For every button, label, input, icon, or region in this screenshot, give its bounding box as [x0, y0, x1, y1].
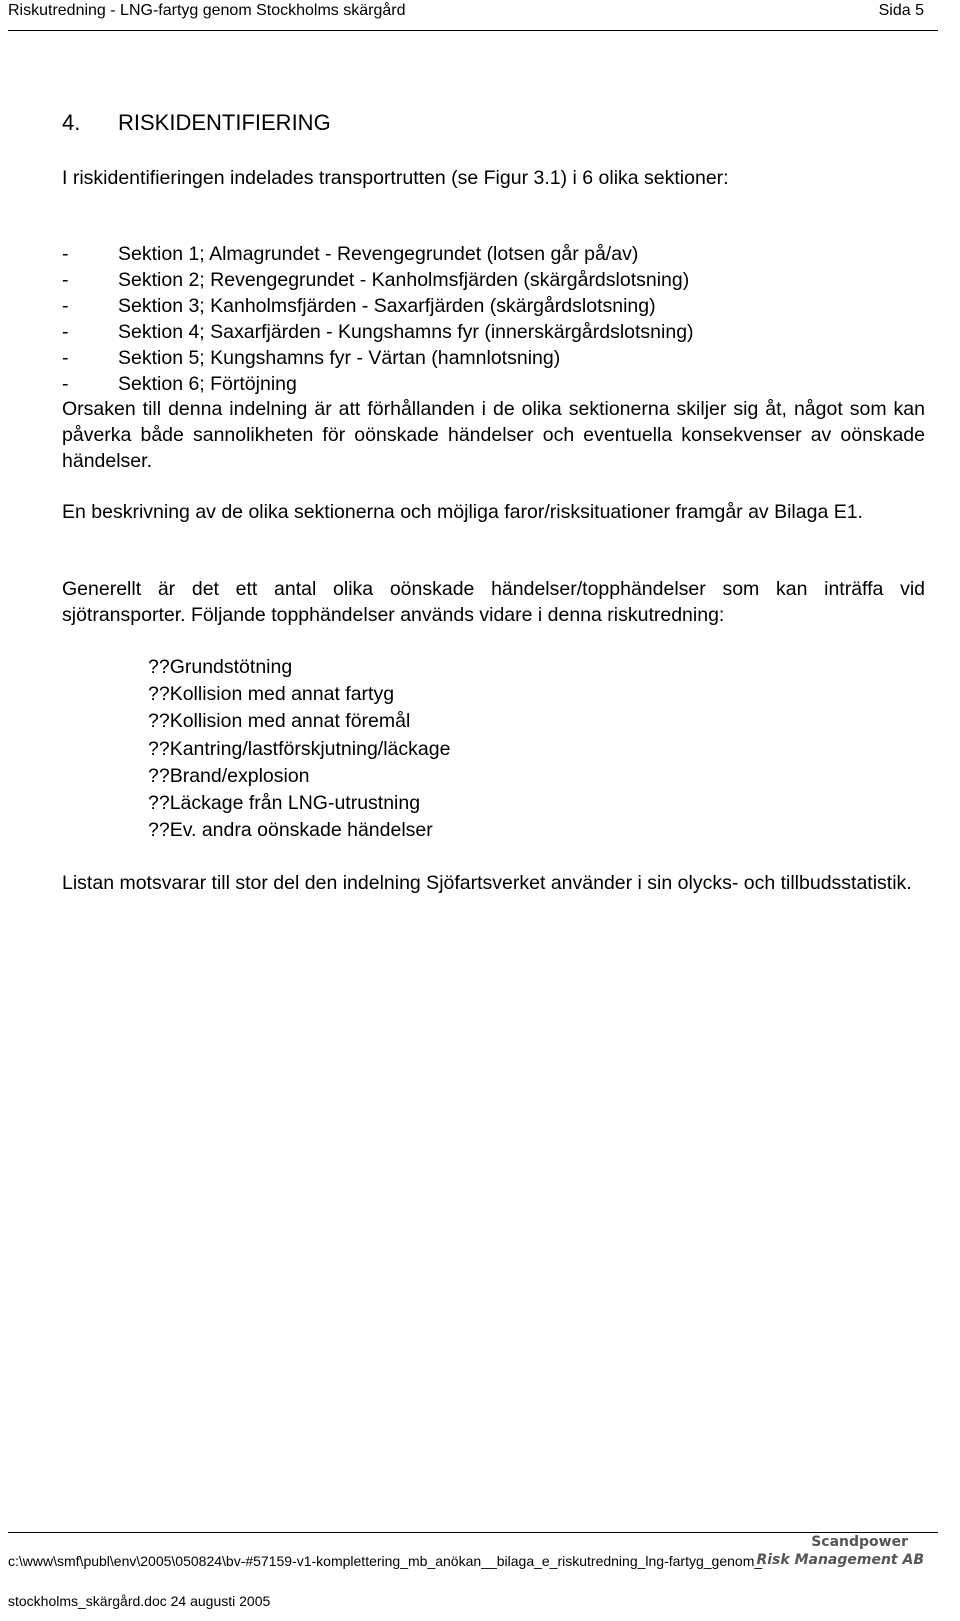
list-item: ??Grundstötning: [148, 656, 293, 678]
route-sections-list: [62, 241, 694, 397]
document-title: Riskutredning - LNG-fartyg genom Stockholms skärgård: [8, 2, 406, 19]
section-heading: [62, 110, 331, 136]
list-item: ??Kantring/lastförskjutning/läckage: [148, 737, 451, 760]
list-item-text: Sektion 2; Revengegrundet - Kanholmsfjärden (skärgårdslotsning): [118, 269, 690, 291]
list-item-text: Sektion 5; Kungshamns fyr - Värtan (hamnlotsning): [118, 347, 561, 369]
list-dash: -: [62, 243, 69, 265]
paragraph-reason: Orsaken till denna indelning är att förhållanden i de olika sektionerna skiljer sig åt, något som kan påverka både sannolikheten för oönskade händelser och eventuella konsekvenser av oönskade händelser.: [62, 398, 925, 472]
intro-paragraph: I riskidentifieringen indelades transportrutten (se Figur 3.1) i 6 olika sektioner:: [62, 167, 729, 189]
list-item: ??Brand/explosion: [148, 764, 310, 787]
logo-line-risk-management: Risk Management AB: [756, 1552, 924, 1568]
list-item: [62, 371, 694, 397]
list-item-text: Sektion 6; Förtöjning: [118, 373, 297, 395]
list-item: [62, 293, 694, 319]
company-logo: [754, 1533, 924, 1569]
paragraph-statistics: Listan motsvarar till stor del den indelning Sjöfartsverket använder i sin olycks- och tillbudsstatistik.: [62, 872, 912, 894]
list-dash: -: [62, 347, 69, 369]
list-item: ??Kollision med annat fartyg: [148, 683, 395, 706]
page-footer: [8, 1532, 938, 1609]
file-path: c:\www\smf\publ\env\2005\050824\bv-#57159-v1-komplettering_mb_anökan__bilaga_e_riskutredning_lng-fartyg_genom_stockholms_skärgård.doc 24 augusti 2005: [8, 1553, 763, 1609]
list-item-text: Sektion 3; Kanholmsfjärden - Saxarfjärden (skärgårdslotsning): [118, 295, 656, 317]
list-item: [62, 319, 694, 345]
page-header: [8, 0, 938, 31]
list-item-text: Sektion 1; Almagrundet - Revengegrundet (lotsen går på/av): [118, 243, 639, 265]
list-item-text: Sektion 4; Saxarfjärden - Kungshamns fyr (innerskärgårdslotsning): [118, 321, 694, 343]
top-events-list: [148, 654, 450, 844]
list-item: ??Ev. andra oönskade händelser: [148, 819, 433, 842]
list-dash: -: [62, 295, 69, 317]
list-dash: -: [62, 321, 69, 343]
paragraph-description: En beskrivning av de olika sektionerna och möjliga faror/risksituationer framgår av Bilaga E1.: [62, 501, 863, 523]
paragraph-top-events: Generellt är det ett antal olika oönskade händelser/topphändelser som kan inträffa vid sjötransporter. Följande topphändelser används vidare i denna riskutredning:: [62, 578, 925, 626]
page-number: Sida 5: [878, 2, 924, 19]
list-dash: -: [62, 269, 69, 291]
list-item: [62, 267, 694, 293]
logo-line-scandpower: Scandpower: [811, 1534, 908, 1550]
list-item: ??Kollision med annat föremål: [148, 710, 411, 733]
list-dash: -: [62, 373, 69, 395]
list-item: [62, 345, 694, 371]
list-item: ??Läckage från LNG-utrustning: [148, 792, 421, 815]
section-title: RISKIDENTIFIERING: [118, 110, 331, 135]
section-number: 4.: [62, 110, 81, 135]
list-item: [62, 241, 694, 267]
